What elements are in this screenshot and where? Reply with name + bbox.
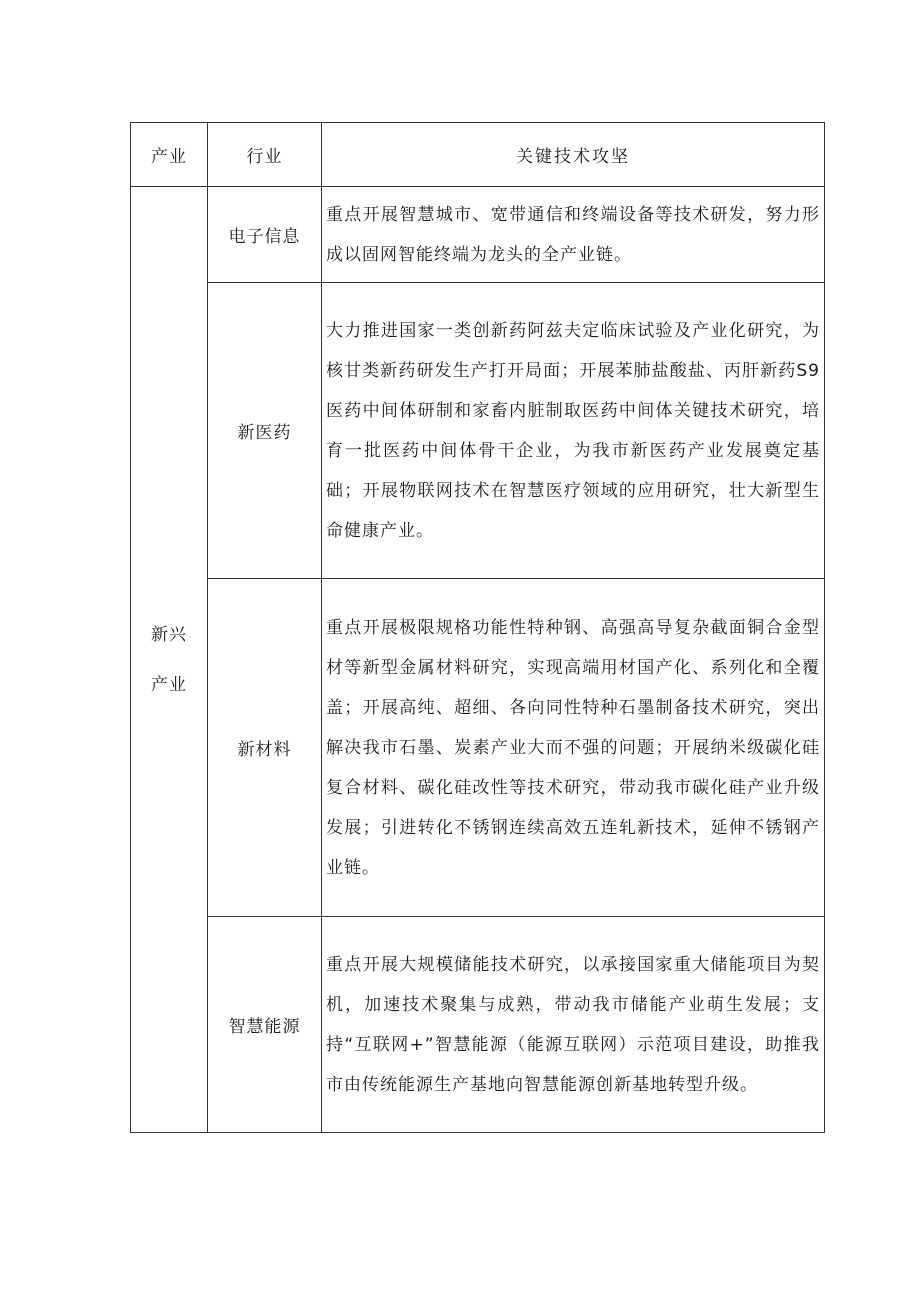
industry-cell: 新材料 [208, 579, 322, 917]
industry-cell: 智慧能源 [208, 917, 322, 1133]
table-row [131, 187, 825, 283]
tech-description: 重点开展大规模储能技术研究，以承接国家重大储能项目为契机，加速技术聚集与成熟，带动我市储能产业萌生发展；支持“互联网+”智慧能源（能源互联网）示范项目建设，助推我市由传统能源生产基地向智慧能源创新基地转型升级。 [322, 917, 825, 1133]
tech-description: 大力推进国家一类创新药阿兹夫定临床试验及产业化研究，为核甘类新药研发生产打开局面；开展苯肺盐酸盐、丙肝新药S9医药中间体研制和家畜内脏制取医药中间体关键技术研究，培育一批医药中间体骨干企业，为我市新医药产业发展奠定基础；开展物联网技术在智慧医疗领域的应用研究，壮大新型生命健康产业。 [322, 283, 825, 579]
tech-description: 重点开展极限规格功能性特种钢、高强高导复杂截面铜合金型材等新型金属材料研究，实现高端用材国产化、系列化和全覆盖；开展高纯、超细、各向同性特种石墨制备技术研究，突出解决我市石墨、炭素产业大而不强的问题；开展纳米级碳化硅复合材料、碳化硅改性等技术研究，带动我市碳化硅产业升级发展；引进转化不锈钢连续高效五连轧新技术，延伸不锈钢产业链。 [322, 579, 825, 917]
table-row [131, 579, 825, 917]
header-key-tech: 关键技术攻坚 [322, 123, 825, 187]
table-row [131, 917, 825, 1133]
table-header-row [131, 123, 825, 187]
header-industry: 行业 [208, 123, 322, 187]
industry-tech-table [130, 122, 825, 1133]
header-category: 产业 [131, 123, 208, 187]
tech-description: 重点开展智慧城市、宽带通信和终端设备等技术研发，努力形成以固网智能终端为龙头的全产业链。 [322, 187, 825, 283]
industry-cell: 电子信息 [208, 187, 322, 283]
category-label-line1: 新兴 [151, 624, 187, 645]
table-row [131, 283, 825, 579]
category-label-line2: 产业 [151, 674, 187, 695]
category-cell [131, 187, 208, 1133]
industry-cell: 新医药 [208, 283, 322, 579]
